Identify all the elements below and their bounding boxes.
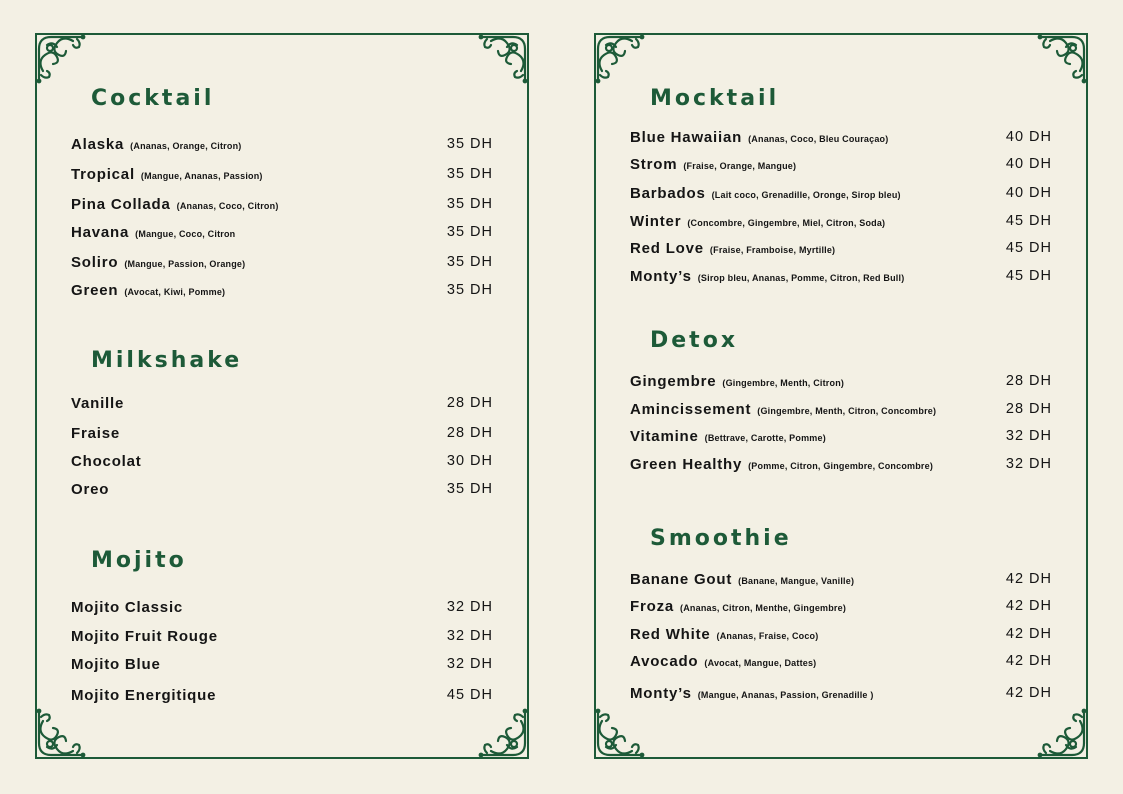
menu-item bbox=[71, 166, 493, 188]
item-price: 32 DH bbox=[446, 656, 493, 672]
menu-item bbox=[71, 254, 493, 276]
section-title-milkshake: Milkshake bbox=[91, 348, 243, 373]
flourish-corner-icon bbox=[592, 31, 648, 87]
menu-item bbox=[71, 196, 493, 218]
item-ingredients: (Gingembre, Menth, Citron) bbox=[722, 378, 845, 388]
item-ingredients: (Mangue, Ananas, Passion, Grenadille ) bbox=[697, 690, 874, 700]
menu-item bbox=[630, 571, 1052, 593]
item-name: Mojito Blue bbox=[71, 656, 161, 673]
menu-item bbox=[71, 687, 493, 709]
item-ingredients: (Ananas, Coco, Citron) bbox=[176, 201, 279, 211]
item-name: Mojito Classic bbox=[71, 599, 184, 616]
item-ingredients: (Ananas, Coco, Bleu Couraçao) bbox=[748, 134, 889, 144]
item-price: 28 DH bbox=[1005, 373, 1052, 389]
item-price: 35 DH bbox=[446, 254, 493, 270]
item-ingredients: (Avocat, Kiwi, Pomme) bbox=[124, 287, 226, 297]
item-name: Winter bbox=[630, 213, 682, 230]
item-ingredients: (Mangue, Passion, Orange) bbox=[124, 259, 246, 269]
menu-item bbox=[630, 401, 1052, 423]
item-price: 35 DH bbox=[446, 196, 493, 212]
flourish-corner-icon bbox=[592, 705, 648, 761]
item-name: Chocolat bbox=[71, 453, 142, 470]
item-name: Havana bbox=[71, 224, 130, 241]
item-price: 35 DH bbox=[446, 481, 493, 497]
item-name: Banane Gout bbox=[630, 571, 733, 588]
item-ingredients: (Mangue, Ananas, Passion) bbox=[140, 171, 263, 181]
item-price: 45 DH bbox=[1005, 213, 1052, 229]
section-title-smoothie: Smoothie bbox=[650, 526, 792, 551]
item-price: 45 DH bbox=[1005, 240, 1052, 256]
item-price: 45 DH bbox=[446, 687, 493, 703]
item-ingredients: (Ananas, Citron, Menthe, Gingembre) bbox=[680, 603, 847, 613]
item-ingredients: (Mangue, Coco, Citron bbox=[135, 229, 236, 239]
menu-item bbox=[630, 129, 1052, 151]
flourish-corner-icon bbox=[1034, 705, 1090, 761]
item-price: 42 DH bbox=[1005, 598, 1052, 614]
item-price: 40 DH bbox=[1005, 185, 1052, 201]
item-name: Red Love bbox=[630, 240, 704, 257]
item-name: Monty’s bbox=[630, 268, 692, 285]
item-name: Green bbox=[71, 282, 119, 299]
menu-item bbox=[71, 425, 493, 447]
menu-item bbox=[630, 456, 1052, 478]
item-name: Vitamine bbox=[630, 428, 699, 445]
item-ingredients: (Sirop bleu, Ananas, Pomme, Citron, Red Bull) bbox=[697, 273, 905, 283]
item-price: 42 DH bbox=[1005, 685, 1052, 701]
flourish-corner-icon bbox=[33, 31, 89, 87]
item-price: 42 DH bbox=[1005, 626, 1052, 642]
flourish-corner-icon bbox=[1034, 31, 1090, 87]
menu-item bbox=[71, 282, 493, 304]
menu-item bbox=[630, 626, 1052, 648]
flourish-corner-icon bbox=[33, 705, 89, 761]
item-name: Amincissement bbox=[630, 401, 752, 418]
item-ingredients: (Lait coco, Grenadille, Oronge, Sirop bleu) bbox=[711, 190, 901, 200]
item-name: Soliro bbox=[71, 254, 119, 271]
item-price: 28 DH bbox=[446, 425, 493, 441]
item-price: 28 DH bbox=[446, 395, 493, 411]
item-price: 35 DH bbox=[446, 136, 493, 152]
item-ingredients: (Pomme, Citron, Gingembre, Concombre) bbox=[748, 461, 934, 471]
item-price: 45 DH bbox=[1005, 268, 1052, 284]
item-name: Froza bbox=[630, 598, 675, 615]
item-name: Mojito Fruit Rouge bbox=[71, 628, 218, 645]
menu-item bbox=[71, 395, 493, 417]
item-price: 40 DH bbox=[1005, 156, 1052, 172]
item-name: Blue Hawaiian bbox=[630, 129, 743, 146]
item-ingredients: (Ananas, Fraise, Coco) bbox=[716, 631, 819, 641]
item-ingredients: (Ananas, Orange, Citron) bbox=[130, 141, 242, 151]
item-name: Pina Collada bbox=[71, 196, 171, 213]
item-ingredients: (Banane, Mangue, Vanille) bbox=[738, 576, 855, 586]
item-name: Barbados bbox=[630, 185, 706, 202]
menu-item bbox=[630, 268, 1052, 290]
section-title-cocktail: Cocktail bbox=[91, 86, 215, 111]
item-name: Vanille bbox=[71, 395, 125, 412]
item-ingredients: (Avocat, Mangue, Dattes) bbox=[704, 658, 817, 668]
section-title-mojito: Mojito bbox=[91, 548, 187, 573]
item-ingredients: (Bettrave, Carotte, Pomme) bbox=[704, 433, 826, 443]
item-name: Green Healthy bbox=[630, 456, 743, 473]
item-name: Fraise bbox=[71, 425, 120, 442]
menu-item bbox=[630, 373, 1052, 395]
menu-item bbox=[71, 628, 493, 650]
menu-item bbox=[630, 213, 1052, 235]
item-price: 42 DH bbox=[1005, 653, 1052, 669]
item-name: Alaska bbox=[71, 136, 125, 153]
item-price: 32 DH bbox=[446, 628, 493, 644]
flourish-corner-icon bbox=[475, 31, 531, 87]
item-price: 35 DH bbox=[446, 282, 493, 298]
menu-item bbox=[630, 185, 1052, 207]
menu-item bbox=[630, 598, 1052, 620]
item-name: Mojito Energitique bbox=[71, 687, 217, 704]
menu-item bbox=[71, 136, 493, 158]
item-ingredients: (Fraise, Orange, Mangue) bbox=[683, 161, 797, 171]
item-name: Monty’s bbox=[630, 685, 692, 702]
item-name: Oreo bbox=[71, 481, 110, 498]
item-name: Red White bbox=[630, 626, 711, 643]
item-ingredients: (Fraise, Framboise, Myrtille) bbox=[709, 245, 836, 255]
item-price: 32 DH bbox=[446, 599, 493, 615]
menu-item bbox=[630, 428, 1052, 450]
menu-item bbox=[71, 599, 493, 621]
item-price: 30 DH bbox=[446, 453, 493, 469]
menu-item bbox=[630, 156, 1052, 178]
section-title-mocktail: Mocktail bbox=[650, 86, 780, 111]
item-name: Strom bbox=[630, 156, 678, 173]
section-title-detox: Detox bbox=[650, 328, 739, 353]
menu-item bbox=[630, 653, 1052, 675]
menu-item bbox=[630, 685, 1052, 707]
menu-item bbox=[71, 656, 493, 678]
item-name: Gingembre bbox=[630, 373, 717, 390]
menu-item bbox=[71, 481, 493, 503]
item-price: 32 DH bbox=[1005, 456, 1052, 472]
item-price: 32 DH bbox=[1005, 428, 1052, 444]
item-name: Tropical bbox=[71, 166, 135, 183]
menu-item bbox=[630, 240, 1052, 262]
item-price: 42 DH bbox=[1005, 571, 1052, 587]
item-price: 28 DH bbox=[1005, 401, 1052, 417]
item-price: 40 DH bbox=[1005, 129, 1052, 145]
menu-item bbox=[71, 453, 493, 475]
item-price: 35 DH bbox=[446, 166, 493, 182]
item-ingredients: (Gingembre, Menth, Citron, Concombre) bbox=[757, 406, 937, 416]
flourish-corner-icon bbox=[475, 705, 531, 761]
item-ingredients: (Concombre, Gingembre, Miel, Citron, Soda) bbox=[687, 218, 886, 228]
item-price: 35 DH bbox=[446, 224, 493, 240]
item-name: Avocado bbox=[630, 653, 699, 670]
menu-item bbox=[71, 224, 493, 246]
